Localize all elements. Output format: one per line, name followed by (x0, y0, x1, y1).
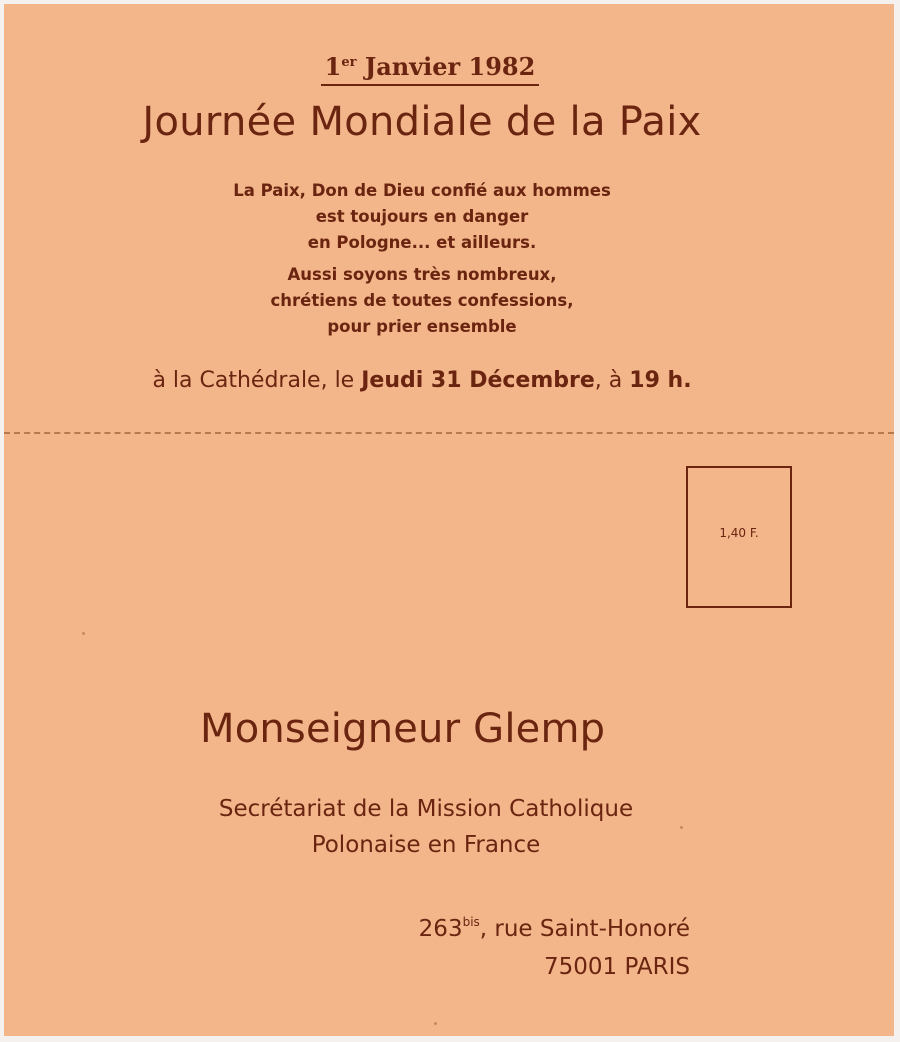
organization-line-2: Polonaise en France (311, 832, 541, 858)
message-line: est toujours en danger (315, 207, 529, 226)
message-line: chrétiens de toutes confessions, (270, 291, 574, 310)
city-line: 75001 PARIS (544, 954, 690, 980)
date-text (321, 52, 540, 86)
street-number-suffix: bis (462, 915, 480, 929)
message-paragraph-1 (4, 178, 840, 256)
invitation-middle: , à (594, 368, 630, 393)
date-day: 1 (324, 52, 342, 81)
page-title: Journée Mondiale de la Paix (142, 99, 702, 145)
organization-line-1: Secrétariat de la Mission Catholique (218, 796, 634, 822)
message-line: La Paix, Don de Dieu confié aux hommes (233, 181, 611, 200)
message-paragraph-2 (4, 262, 840, 340)
message-line: pour prier ensemble (327, 317, 517, 336)
date-superscript: er (341, 55, 357, 70)
paper-speck (434, 1022, 437, 1025)
street-address (419, 915, 690, 942)
invitation-day: Jeudi 31 Décembre (361, 368, 595, 393)
invitation-line (4, 368, 840, 393)
postage-price: 1,40 F. (719, 526, 759, 540)
invitation-time: 19 h. (629, 368, 692, 393)
date-heading (4, 52, 856, 86)
recipient-name: Monseigneur Glemp (200, 706, 606, 752)
paper-speck (680, 826, 683, 829)
street-number: 263 (418, 916, 463, 942)
date-month-year: Janvier 1982 (356, 52, 536, 81)
fold-perforation (4, 432, 894, 434)
paper-speck (82, 632, 85, 635)
invitation-prefix: à la Cathédrale, le (152, 368, 362, 393)
stamp-box (686, 466, 792, 608)
street-name: , rue Saint-Honoré (479, 916, 690, 942)
postcard (4, 4, 894, 1036)
message-line: Aussi soyons très nombreux, (287, 265, 557, 284)
message-line: en Pologne... et ailleurs. (307, 233, 537, 252)
